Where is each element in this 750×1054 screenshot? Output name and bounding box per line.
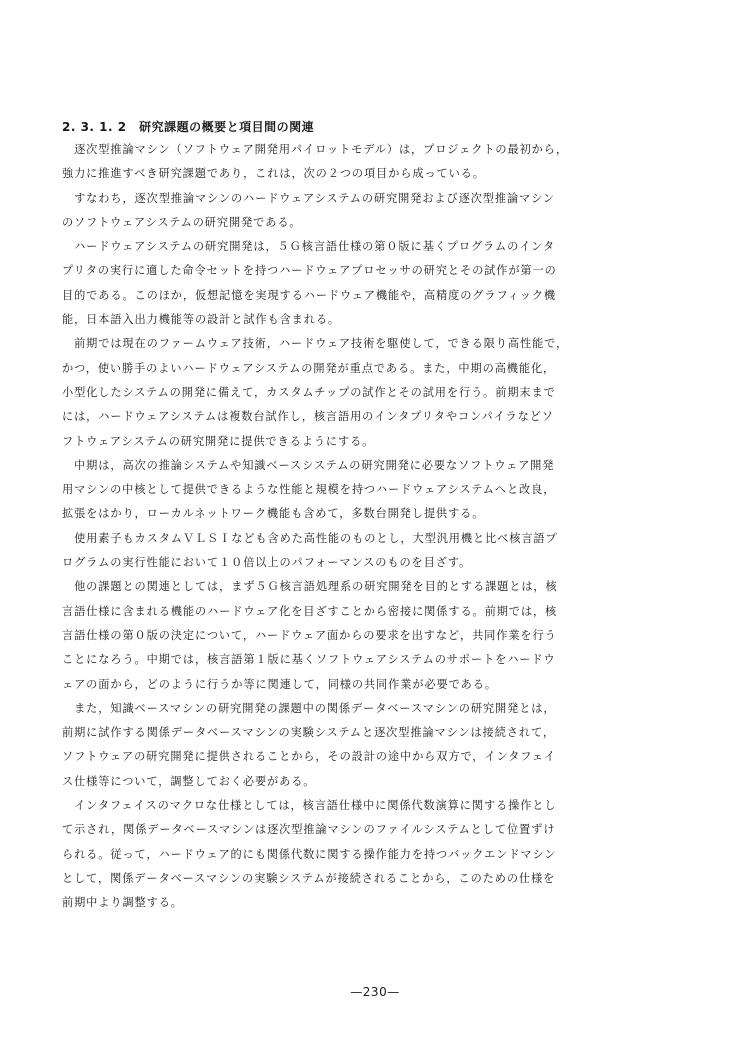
text-line: て示され，関係データベースマシンは逐次型推論マシンのファイルシステムとして位置ずけ: [62, 823, 556, 837]
section-heading: 2. 3. 1. 2 研究課題の概要と項目間の関連: [62, 120, 315, 134]
text-line: 言語仕様の第０版の決定について，ハードウェア面からの要求を出すなど，共同作業を行う: [62, 628, 557, 642]
text-line: 能，日本語入出力機能等の設計と試作も含まれる。: [62, 313, 341, 327]
body-text: [62, 138, 642, 916]
text-line: 他の課題との関連としては，まず５Ｇ核言語処理系の研究開発を目的とする課題とは，核: [62, 580, 558, 594]
text-line: ハードウェアシステムの研究開発は，５Ｇ核言語仕様の第０版に基くプログラムのインタ: [62, 240, 556, 254]
text-line: 目的である。このほか，仮想記憶を実現するハードウェア機能や，高精度のグラフィック機: [62, 288, 557, 302]
text-line: ことになろう。中期では，核言語第１版に基くソフトウェアシステムのサポートをハードウ: [62, 653, 556, 667]
text-line: 前期中より調整する。: [62, 896, 183, 910]
text-line: られる。従って，ハードウェア的にも関係代数に関する操作能力を持つバックエンドマシン: [62, 847, 557, 861]
text-line: 使用素子もカスタムＶＬＳＩなども含めた高性能のものとし，大型汎用機と比べ核言語プ: [62, 531, 558, 545]
text-line: 逐次型推論マシン（ソフトウェア開発用パイロットモデル）は，プロジェクトの最初から，: [62, 143, 568, 156]
text-line: インタフェイスのマクロな仕様としては，核言語仕様中に関係代数演算に関する操作とし: [62, 799, 557, 813]
text-line: 小型化したシステムの開発に備えて，カスタムチップの試作とその試用を行う。前期末まで: [62, 385, 556, 399]
text-line: すなわち，逐次型推論マシンのハードウェアシステムの研究開発および逐次型推論マシン: [62, 191, 556, 205]
text-line: のソフトウェアシステムの研究開発である。: [62, 215, 302, 229]
text-line: 前期に試作する関係データベースマシンの実験システムと逐次型推論マシンは接続されて，: [62, 726, 555, 740]
text-line: 前期では現在のファームウェア技術，ハードウェア技術を駆使して，できる限り高性能で，: [62, 337, 569, 351]
page-number: —230—: [350, 985, 400, 999]
text-line: 拡張をはかり，ローカルネットワーク機能も含めて，多数台開発し提供する。: [62, 507, 485, 521]
text-line: 中期は，高次の推論システムや知識ベースシステムの研究開発に必要なソフトウェア開発: [62, 458, 555, 472]
text-line: ェアの面から，どのように行うか等に関連して，同様の共同作業が必要である。: [62, 677, 497, 691]
text-line: かつ，使い勝手のよいハードウェアシステムの開発が重点である。また，中期の高機能化，: [62, 361, 556, 375]
text-line: 強力に推進すべき研究課題であり，これは，次の２つの項目から成っている。: [62, 167, 485, 181]
text-line: プリタの実行に適した命令セットを持つハードウェアプロセッサの研究とその試作が第一の: [62, 264, 557, 278]
text-line: ソフトウェアの研究開発に提供されることから，その設計の途中から双方で，インタフェイ: [62, 750, 556, 764]
text-line: また，知識ベースマシンの研究開発の課題中の関係データベースマシンの研究開発とは，: [62, 701, 556, 715]
text-line: フトウェアシステムの研究開発に提供できるようにする。: [62, 434, 375, 448]
text-line: 言語仕様に含まれる機能のハードウェア化を目ざすことから密接に関係する。前期では，核: [62, 604, 558, 618]
text-line: には，ハードウェアシステムは複数台試作し，核言語用のインタプリタやコンパイラなどソ: [62, 410, 554, 424]
text-line: 用マシンの中核として提供できるような性能と規模を持つハードウェアシステムへと改良，: [62, 483, 556, 497]
text-line: ス仕様等について，調整しておく必要がある。: [62, 774, 316, 788]
text-line: として，関係データベースマシンの実験システムが接続されることから，このための仕様を: [62, 871, 556, 885]
text-line: ログラムの実行性能において１０倍以上のパフォーマンスのものを目ざす。: [62, 556, 472, 570]
